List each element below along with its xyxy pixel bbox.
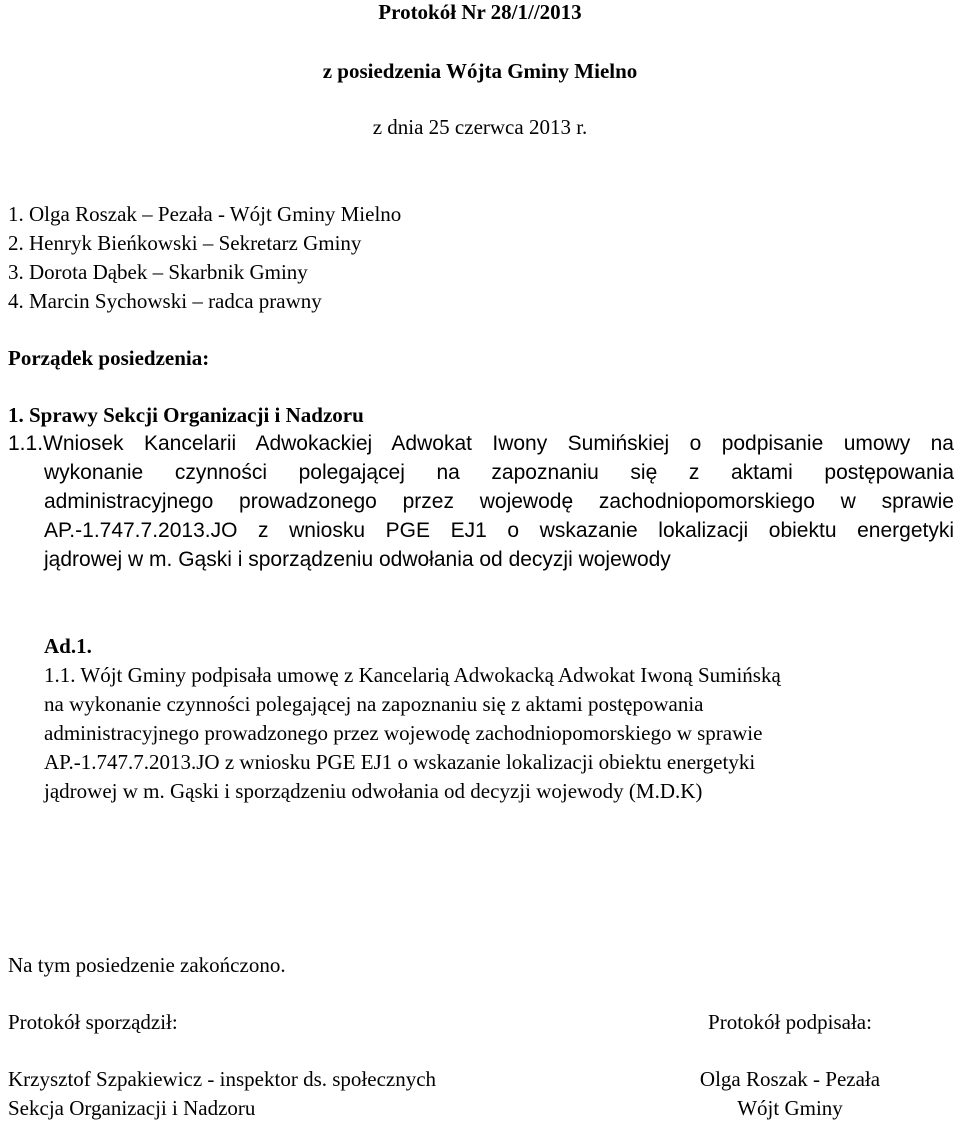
- left-signature-label: Protokół sporządził:: [8, 1010, 178, 1034]
- resolution-line: AP.-1.747.7.2013.JO z wniosku PGE EJ1 o wskazanie lokalizacji obiektu energetyki: [44, 750, 756, 774]
- document-subtitle: z posiedzenia Wójta Gminy Mielno: [322, 59, 638, 83]
- right-signature-label: Protokół podpisała:: [708, 1010, 872, 1034]
- left-signature-name: Krzysztof Szpakiewicz - inspektor ds. społecznych: [8, 1067, 437, 1091]
- closing-note: Na tym posiedzenie zakończono.: [8, 953, 286, 977]
- agenda-section: 1. Sprawy Sekcji Organizacji i Nadzoru: [8, 403, 364, 427]
- attendee-item: 2. Henryk Bieńkowski – Sekretarz Gminy: [8, 231, 362, 255]
- agenda-heading: Porządek posiedzenia:: [8, 346, 210, 370]
- left-signature-unit: Sekcja Organizacji i Nadzoru: [8, 1096, 256, 1120]
- right-signature-role: Wójt Gminy: [737, 1096, 843, 1120]
- attendee-item: 4. Marcin Sychowski – radca prawny: [8, 289, 322, 313]
- attendee-item: 1. Olga Roszak – Pezała - Wójt Gminy Mielno: [8, 202, 402, 226]
- agenda-item-line: wykonanie czynności polegającej na zapoznaniu się z aktami postępowania: [44, 461, 954, 484]
- document-date: z dnia 25 czerwca 2013 r.: [372, 115, 588, 139]
- resolution-line: administracyjnego prowadzonego przez wojewodę zachodniopomorskiego w sprawie: [44, 721, 763, 745]
- agenda-item-line: administracyjnego prowadzonego przez wojewodę zachodniopomorskiego w sprawie: [44, 490, 954, 513]
- resolution-line: jądrowej w m. Gąski i sporządzeniu odwołania od decyzji wojewody (M.D.K): [44, 779, 703, 803]
- agenda-item-line: 1.1.Wniosek Kancelarii Adwokackiej Adwokat Iwony Sumińskiej o podpisanie umowy na: [8, 432, 954, 455]
- document-title: Protokół Nr 28/1//2013: [378, 0, 582, 24]
- agenda-item-line: jądrowej w m. Gąski i sporządzeniu odwołania od decyzji wojewody: [44, 548, 671, 571]
- resolution-line: na wykonanie czynności polegającej na zapoznaniu się z aktami postępowania: [44, 692, 704, 716]
- resolution-line: 1.1. Wójt Gminy podpisała umowę z Kancelarią Adwokacką Adwokat Iwoną Sumińską: [44, 663, 781, 687]
- agenda-item-line: AP.-1.747.7.2013.JO z wniosku PGE EJ1 o wskazanie lokalizacji obiektu energetyki: [44, 519, 954, 542]
- resolution-heading: Ad.1.: [44, 634, 92, 658]
- right-signature-name: Olga Roszak - Pezała: [699, 1067, 881, 1091]
- attendee-item: 3. Dorota Dąbek – Skarbnik Gminy: [8, 260, 308, 284]
